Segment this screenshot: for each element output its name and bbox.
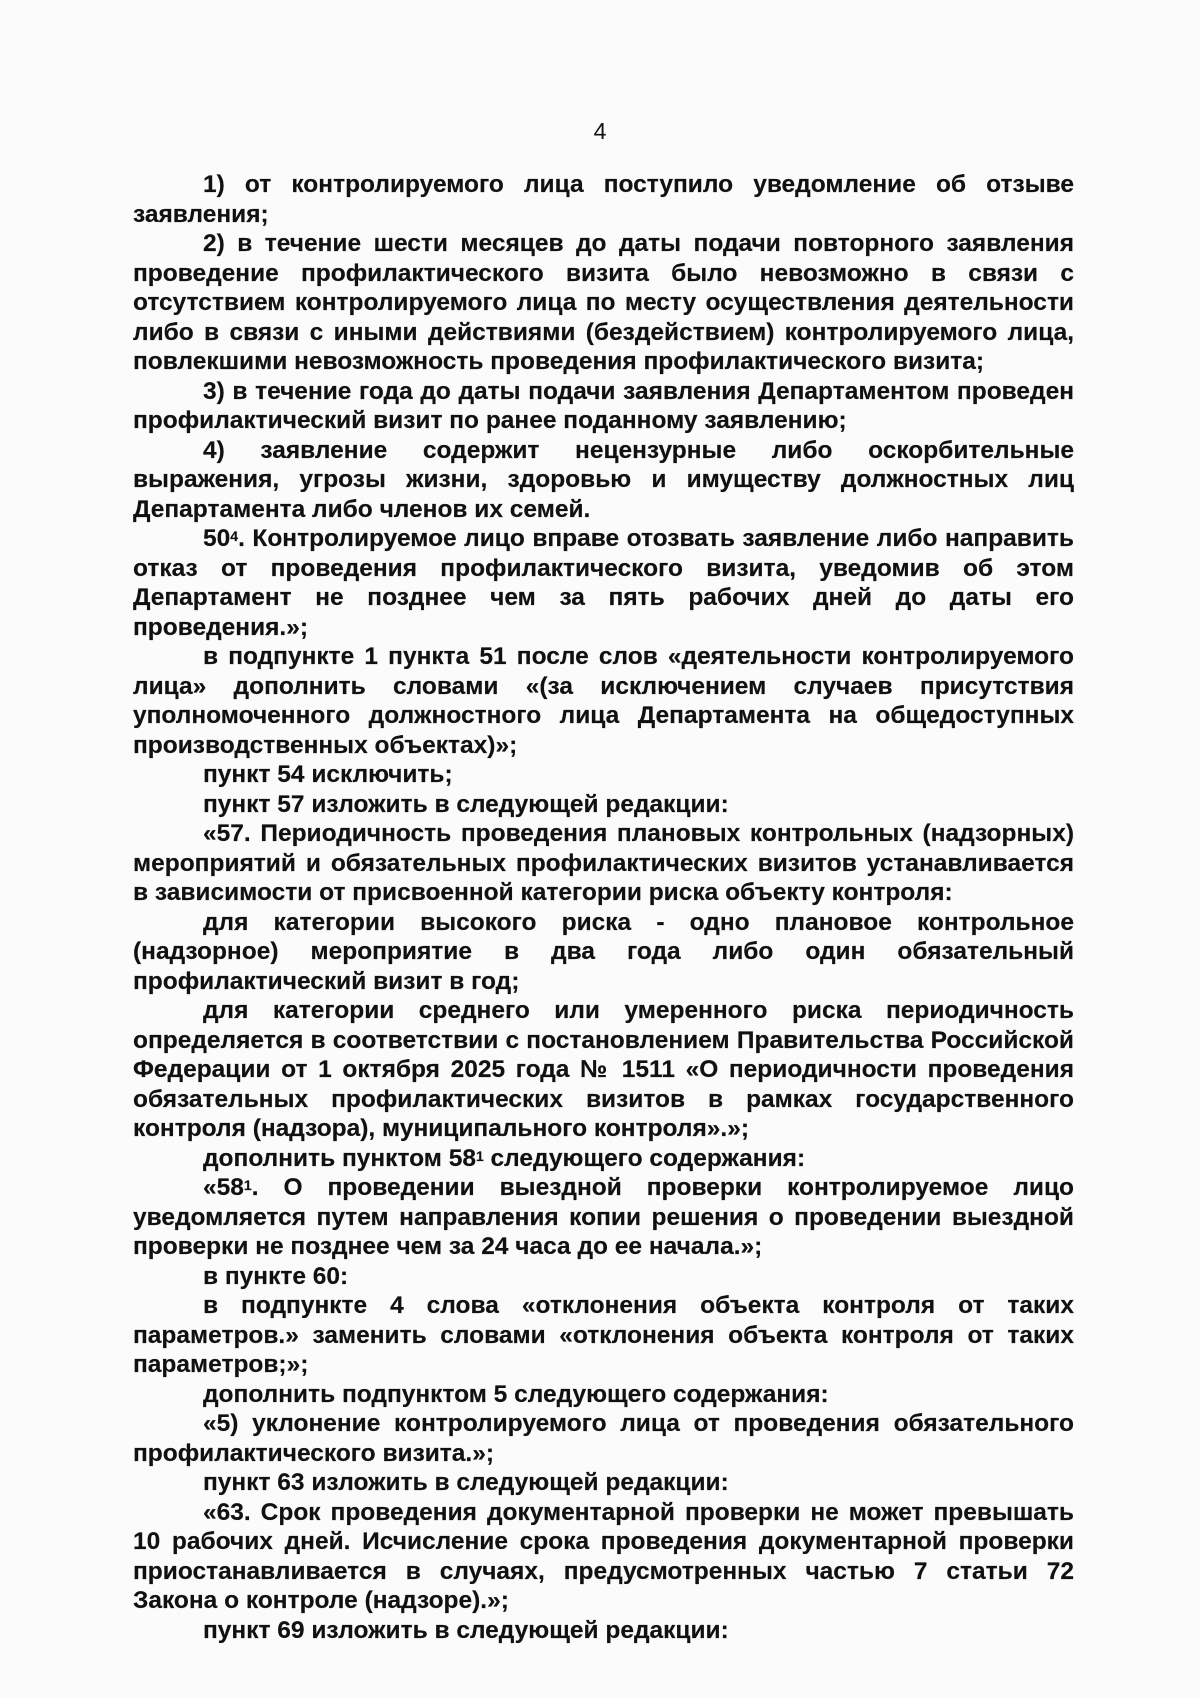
paragraph-amend-57-intro: пункт 57 изложить в следующей редакции: (203, 790, 729, 818)
paragraph-amend-51: в подпункте 1 пункта 51 после слов «деятельности контролируемого лица» дополнить словами «(за исключением случаев присутствия уполномоченного должностного лица Департамента на общедоступных производственных объектах)»; (133, 643, 1074, 759)
clause-text: . О проведении выездной проверки контролируемое лицо уведомляется путем направления копии решения о проведении выездной проверки не позднее чем за 24 часа до ее начала.»; (133, 1174, 1074, 1260)
clause-text: следующего содержания: (483, 1144, 806, 1172)
clause-number: 50 (203, 525, 231, 552)
paragraph-amend-54: пункт 54 исключить; (203, 761, 453, 788)
document-body (133, 170, 1074, 1645)
paragraph-medium-risk: для категории среднего или умеренного риска периодичность определяется в соответствии с постановлением Правительства Российской Федерации от 1 октября 2025 года № 1511 «О периодичности проведения обязательных профилактических визитов в рамках государственного контроля (надзора), муниципального контроля».»; (133, 997, 1074, 1142)
paragraph-high-risk: для категории высокого риска - одно плановое контрольное (надзорное) мероприятие в два года либо один обязательный профилактический визит в год; (133, 908, 1074, 995)
paragraph-clause-57: «57. Периодичность проведения плановых контрольных (надзорных) мероприятий и обязательных профилактических визитов устанавливается в зависимости от присвоенной категории риска объекту контроля: (133, 820, 1074, 906)
clause-text: . Контролируемое лицо вправе отозвать заявление либо направить отказ от проведения профилактического визита, уведомив об этом Департамент не позднее чем за пять рабочих дней до даты его проведения.»; (133, 525, 1074, 641)
paragraph-amend-69-intro: пункт 69 изложить в следующей редакции: (203, 1616, 729, 1644)
paragraph-clause-58-1 (133, 1173, 1074, 1262)
clause-text: дополнить пунктом 58 (203, 1144, 476, 1172)
page-number: 4 (593, 118, 607, 144)
paragraph-item-4: 4) заявление содержит нецензурные либо оскорбительные выражения, угрозы жизни, здоровью и имуществу должностных лиц Департамента либо членов их семей. (133, 436, 1074, 523)
paragraph-item-3: 3) в течение года до даты подачи заявления Департаментом проведен профилактический визит по ранее поданному заявлению; (133, 377, 1074, 434)
paragraph-item-1: 1) от контролируемого лица поступило уведомление об отзыве заявления; (133, 171, 1074, 228)
paragraph-amend-60-5-intro: дополнить подпунктом 5 следующего содержания: (203, 1380, 829, 1408)
paragraph-item-2: 2) в течение шести месяцев до даты подачи повторного заявления проведение профилактического визита было невозможно в связи с отсутствием контролируемого лица по месту осуществления деятельности либо в связи с иными действиями (бездействием) контролируемого лица, повлекшими невозможность проведения профилактического визита; (133, 230, 1074, 375)
paragraph-clause-63: «63. Срок проведения документарной проверки не может превышать 10 рабочих дней. Исчисление срока проведения документарной проверки приостанавливается в случаях, предусмотренных частью 7 статьи 72 Закона о контроле (надзоре).»; (133, 1498, 1074, 1614)
paragraph-amend-60: в пункте 60: (203, 1262, 349, 1290)
paragraph-clause-60-5: «5) уклонение контролируемого лица от проведения обязательного профилактического визита.»; (133, 1410, 1074, 1467)
paragraph-amend-63-intro: пункт 63 изложить в следующей редакции: (203, 1469, 729, 1496)
clause-number: «58 (203, 1174, 244, 1201)
superscript: 1 (243, 1177, 252, 1193)
superscript: 4 (230, 528, 239, 544)
superscript: 1 (475, 1147, 484, 1164)
paragraph-clause-50-4 (133, 524, 1074, 642)
paragraph-amend-58-1-intro (133, 1144, 1074, 1174)
paragraph-amend-60-4: в подпункте 4 слова «отклонения объекта контроля от таких параметров.» заменить словами «отклонения объекта контроля от таких параметров;»; (133, 1292, 1074, 1378)
